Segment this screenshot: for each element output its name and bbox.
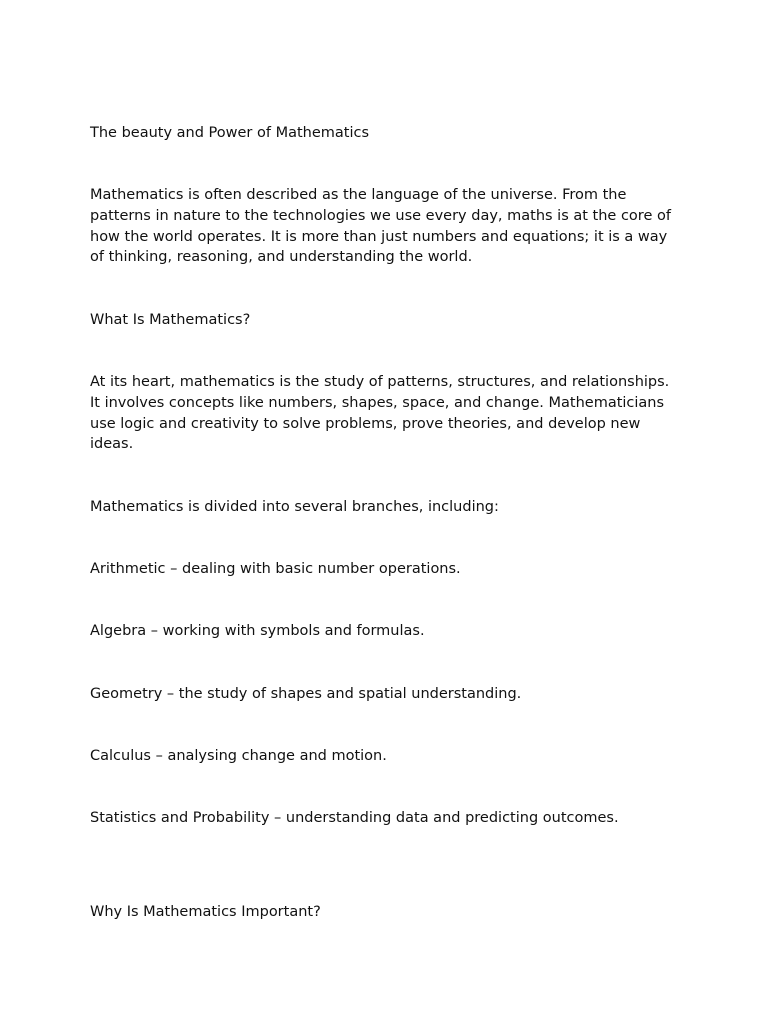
branch-item-arithmetic: Arithmetic – dealing with basic number operations. <box>90 561 461 577</box>
section-paragraph-what-is-mathematics: At its heart, mathematics is the study of patterns, structures, and relationships. It involves concepts like numbers, shapes, space, and change. Mathematicians use logic and creativity to solve problems, prove theories, and develop new ideas. <box>90 374 670 453</box>
intro-paragraph: Mathematics is often described as the language of the universe. From the patterns in nature to the technologies we use every day, maths is at the core of how the world operates. It is more than just numbers and equations; it is a way of thinking, reasoning, and understanding the world. <box>90 187 671 266</box>
branches-intro: Mathematics is divided into several branches, including: <box>90 499 499 515</box>
section-heading-why-important: Why Is Mathematics Important? <box>90 904 321 920</box>
section-heading-what-is-mathematics: What Is Mathematics? <box>90 312 251 328</box>
branch-item-algebra: Algebra – working with symbols and formulas. <box>90 623 425 639</box>
branch-item-geometry: Geometry – the study of shapes and spatial understanding. <box>90 686 522 702</box>
branch-item-statistics: Statistics and Probability – understanding data and predicting outcomes. <box>90 810 619 826</box>
branch-item-calculus: Calculus – analysing change and motion. <box>90 748 387 764</box>
document-title: The beauty and Power of Mathematics <box>90 125 370 141</box>
